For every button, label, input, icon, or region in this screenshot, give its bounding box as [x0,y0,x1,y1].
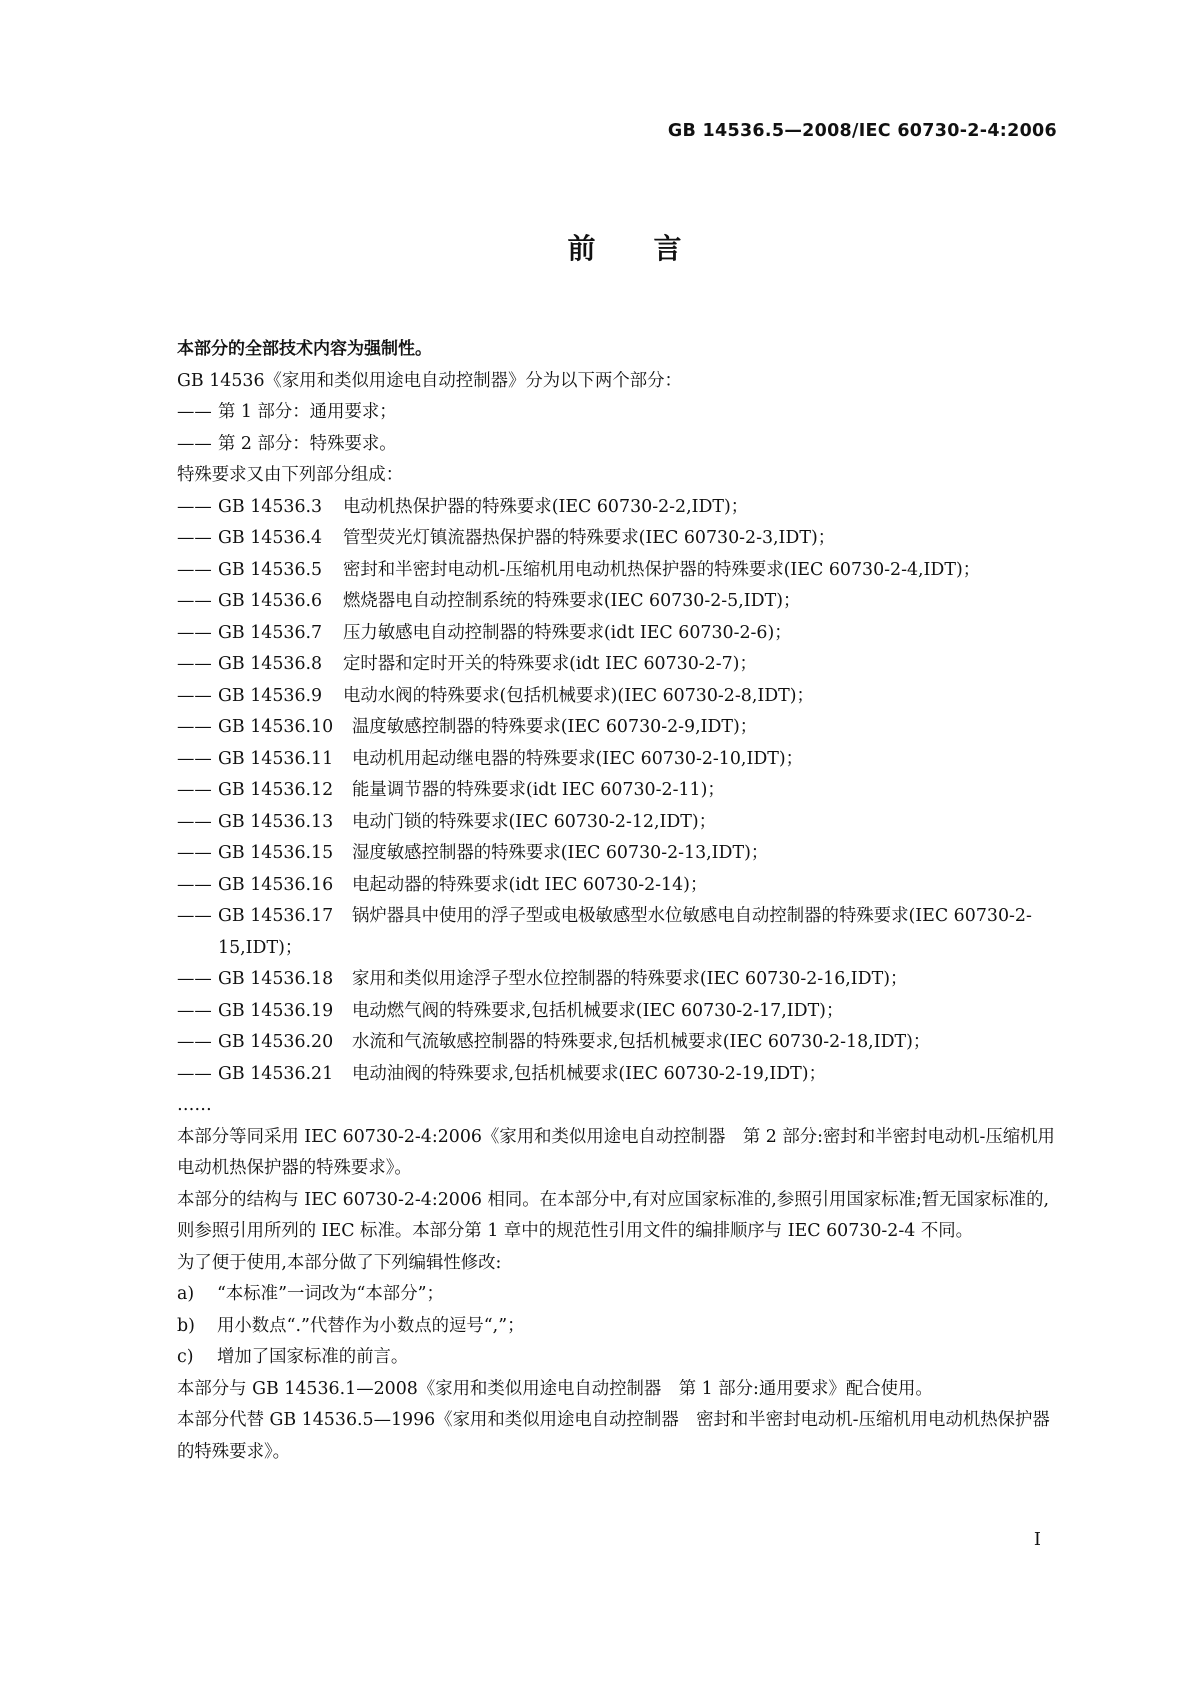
list-item: —— GB 14536.4 管型荧光灯镇流器热保护器的特殊要求(IEC 60730-2-3,IDT)； [177,523,1057,555]
part-code: GB 14536.19 [218,1000,334,1021]
list-item: —— GB 14536.21 电动油阀的特殊要求,包括机械要求(IEC 60730-2-19,IDT)； [177,1059,1057,1091]
part-title: 密封和半密封电动机-压缩机用电动机热保护器的特殊要求(IEC 60730-2-4,IDT)； [343,559,981,580]
preface-body [177,334,1057,1468]
part-title: 管型荧光灯镇流器热保护器的特殊要求(IEC 60730-2-3,IDT)； [343,528,836,548]
part-code: GB 14536.18 [218,969,334,989]
page-title: 前言 [567,232,740,265]
part-title: 家用和类似用途浮子型水位控制器的特殊要求(IEC 60730-2-16,IDT)； [352,969,908,989]
ellipsis: …… [177,1095,212,1115]
part-code: GB 14536.12 [218,780,334,800]
part-code: GB 14536.11 [218,748,334,769]
edit-item [177,1311,1057,1343]
part-title: 电动燃气阀的特殊要求,包括机械要求(IEC 60730-2-17,IDT)； [352,1000,844,1021]
list-item: —— GB 14536.15 湿度敏感控制器的特殊要求(IEC 60730-2-13,IDT)； [177,838,1057,870]
mandatory-statement: 本部分的全部技术内容为强制性。 [177,339,432,359]
part-code: GB 14536.10 [218,717,334,737]
paragraph-replaces: 本部分代替 GB 14536.5—1996《家用和类似用途电自动控制器 密封和半密封电动机-压缩机用电动机热保护器的特殊要求》。 [177,1410,1050,1462]
list-item: —— GB 14536.13 电动门锁的特殊要求(IEC 60730-2-12,IDT)； [177,807,1057,839]
list-item: —— GB 14536.11 电动机用起动继电器的特殊要求(IEC 60730-2-10,IDT)； [177,744,1057,776]
split-statement: GB 14536《家用和类似用途电自动控制器》分为以下两个部分： [177,370,682,391]
edit-item [177,1342,1057,1374]
part-title: 湿度敏感控制器的特殊要求(IEC 60730-2-13,IDT)； [352,843,769,863]
edit-text: 用小数点“.”代替作为小数点的逗号“,”； [217,1315,525,1336]
part-title: 电动油阀的特殊要求,包括机械要求(IEC 60730-2-19,IDT)； [352,1063,826,1084]
part-code: GB 14536.21 [218,1063,334,1084]
part-code: GB 14536.3 [218,496,323,517]
part-title: 电动机热保护器的特殊要求(IEC 60730-2-2,IDT)； [343,496,749,517]
list-item: —— GB 14536.5 密封和半密封电动机-压缩机用电动机热保护器的特殊要求(IEC 60730-2-4,IDT)； [177,555,1057,587]
part-title: 温度敏感控制器的特殊要求(IEC 60730-2-9,IDT)； [352,717,758,737]
edit-text: 增加了国家标准的前言。 [217,1347,409,1367]
part-title: 锅炉器具中使用的浮子型或电极敏感型水位敏感电自动控制器的特殊要求(IEC 60730-2-15,IDT)； [218,906,1032,958]
part-title: 定时器和定时开关的特殊要求(idt IEC 60730-2-7)； [343,654,757,674]
part-title: 压力敏感电自动控制器的特殊要求(idt IEC 60730-2-6)； [343,622,792,643]
paragraph-structure: 本部分的结构与 IEC 60730-2-4:2006 相同。在本部分中,有对应国家标准的,参照引用国家标准;暂无国家标准的,则参照引用所列的 IEC 标准。本部分第 1 章中的规范性引用文件的编排顺序与 IEC 60730-2-4 不同。 [177,1189,1050,1241]
list-item: —— GB 14536.8 定时器和定时开关的特殊要求(idt IEC 60730-2-7)； [177,649,1057,681]
list-item: —— GB 14536.6 燃烧器电自动控制系统的特殊要求(IEC 60730-2-5,IDT)； [177,586,1057,618]
part-code: GB 14536.15 [218,843,334,863]
top-parts-list [177,397,1057,460]
list-item: —— 第 1 部分：通用要求； [177,402,397,422]
list-item: —— GB 14536.18 家用和类似用途浮子型水位控制器的特殊要求(IEC 60730-2-16,IDT)； [177,964,1057,996]
paragraph-use-with: 本部分与 GB 14536.1—2008《家用和类似用途电自动控制器 第 1 部分:通用要求》配合使用。 [177,1378,933,1399]
list-item: —— GB 14536.16 电起动器的特殊要求(idt IEC 60730-2-14)； [177,870,1057,902]
part-code: GB 14536.5 [218,559,323,580]
edit-marker: c) [177,1347,194,1367]
part-title: 电起动器的特殊要求(idt IEC 60730-2-14)； [352,874,708,895]
part-code: GB 14536.6 [218,591,323,611]
edits-list [177,1279,1057,1374]
edit-marker: a) [177,1284,195,1304]
special-lead: 特殊要求又由下列部分组成： [177,465,404,485]
part-title: 电动水阀的特殊要求(包括机械要求)(IEC 60730-2-8,IDT)； [343,685,814,706]
part-title: 电动门锁的特殊要求(IEC 60730-2-12,IDT)； [352,811,717,832]
standard-code-header: GB 14536.5—2008/IEC 60730-2-4:2006 [667,121,1057,141]
part-title: 水流和气流敏感控制器的特殊要求,包括机械要求(IEC 60730-2-18,IDT)； [352,1032,931,1052]
list-item: —— GB 14536.3 电动机热保护器的特殊要求(IEC 60730-2-2,IDT)； [177,492,1057,524]
edit-marker: b) [177,1315,195,1336]
part-code: GB 14536.16 [218,874,334,895]
list-item: —— 第 2 部分：特殊要求。 [177,433,397,454]
list-item: —— GB 14536.10 温度敏感控制器的特殊要求(IEC 60730-2-9,IDT)； [177,712,1057,744]
part-title: 燃烧器电自动控制系统的特殊要求(IEC 60730-2-5,IDT)； [343,591,801,611]
edit-text: “本标准”一词改为“本部分”； [217,1284,444,1304]
special-parts-list [177,492,1057,1091]
list-item: —— GB 14536.19 电动燃气阀的特殊要求,包括机械要求(IEC 60730-2-17,IDT)； [177,996,1057,1028]
edit-item [177,1279,1057,1311]
paragraph-edits-lead: 为了便于使用,本部分做了下列编辑性修改: [177,1252,502,1273]
list-item: —— GB 14536.9 电动水阀的特殊要求(包括机械要求)(IEC 60730-2-8,IDT)； [177,681,1057,713]
paragraph-adopt: 本部分等同采用 IEC 60730-2-4:2006《家用和类似用途电自动控制器 第 2 部分:密封和半密封电动机-压缩机用电动机热保护器的特殊要求》。 [177,1126,1055,1178]
part-code: GB 14536.8 [218,654,323,674]
list-item: —— GB 14536.20 水流和气流敏感控制器的特殊要求,包括机械要求(IEC 60730-2-18,IDT)； [177,1027,1057,1059]
list-item: —— GB 14536.7 压力敏感电自动控制器的特殊要求(idt IEC 60730-2-6)； [177,618,1057,650]
part-code: GB 14536.7 [218,622,323,643]
part-code: GB 14536.20 [218,1032,334,1052]
part-title: 电动机用起动继电器的特殊要求(IEC 60730-2-10,IDT)； [352,748,804,769]
part-code: GB 14536.4 [218,528,323,548]
list-item: —— GB 14536.17 锅炉器具中使用的浮子型或电极敏感型水位敏感电自动控制器的特殊要求(IEC 60730-2-15,IDT)； [177,901,1057,964]
part-code: GB 14536.9 [218,685,323,706]
list-item: —— GB 14536.12 能量调节器的特殊要求(idt IEC 60730-2-11)； [177,775,1057,807]
part-code: GB 14536.13 [218,811,334,832]
part-code: GB 14536.17 [218,906,334,926]
page-number: I [1033,1529,1041,1550]
part-title: 能量调节器的特殊要求(idt IEC 60730-2-11)； [352,780,725,800]
